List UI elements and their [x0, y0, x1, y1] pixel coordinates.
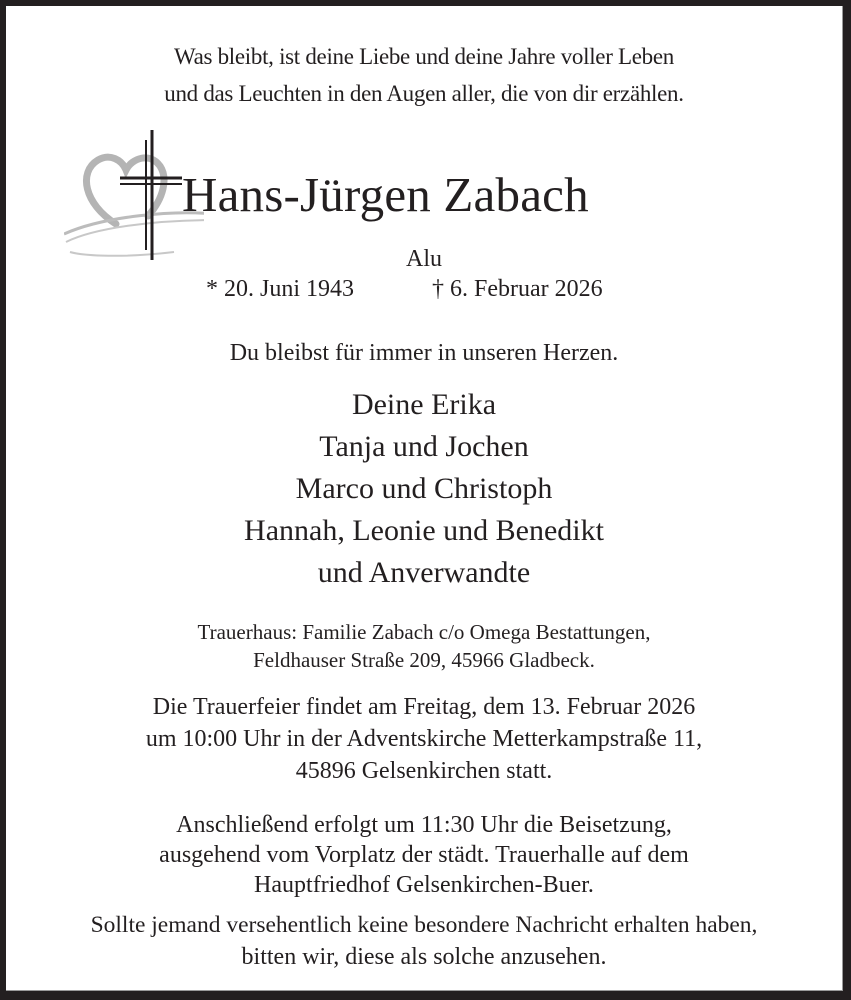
deceased-nickname: Alu [406, 246, 442, 272]
burial-line-2: ausgehend vom Vorplatz der städt. Trauerhalle auf dem [159, 842, 689, 868]
quote-line-2: und das Leuchten in den Augen aller, die von dir erzählen. [164, 81, 684, 106]
mourner-1: Deine Erika [351, 388, 497, 421]
burial-line-3: Hauptfriedhof Gelsenkirchen-Buer. [254, 872, 594, 898]
death-date: † 6. Februar 2026 [432, 276, 603, 302]
mourner-3: Marco und Christoph [295, 472, 553, 505]
quote-line-1: Was bleibt, ist deine Liebe und deine Jahre voller Leben [174, 44, 674, 69]
mourning-house-line-2: Feldhauser Straße 209, 45966 Gladbeck. [253, 648, 595, 672]
burial-line-1: Anschließend erfolgt um 11:30 Uhr die Beisetzung, [176, 812, 672, 838]
obituary-notice [6, 6, 843, 991]
closing-line-2: bitten wir, diese als solche anzusehen. [241, 944, 607, 970]
life-dates [6, 276, 842, 306]
ceremony-line-1: Die Trauerfeier findet am Freitag, dem 13. Februar 2026 [152, 694, 696, 720]
mourner-2: Tanja und Jochen [319, 430, 529, 463]
closing-line-1: Sollte jemand versehentlich keine besondere Nachricht erhalten haben, [90, 912, 758, 938]
mourner-5: und Anverwandte [317, 556, 531, 589]
motto: Du bleibst für immer in unseren Herzen. [229, 340, 619, 366]
mourning-house-line-1: Trauerhaus: Familie Zabach c/o Omega Bestattungen, [197, 620, 651, 644]
ceremony-line-2: um 10:00 Uhr in der Adventskirche Metterkampstraße 11, [145, 726, 703, 752]
mourner-4: Hannah, Leonie und Benedikt [244, 514, 604, 547]
deceased-name: Hans-Jürgen Zabach [182, 167, 589, 222]
birth-date: * 20. Juni 1943 [206, 276, 355, 302]
ceremony-line-3: 45896 Gelsenkirchen statt. [295, 758, 553, 784]
